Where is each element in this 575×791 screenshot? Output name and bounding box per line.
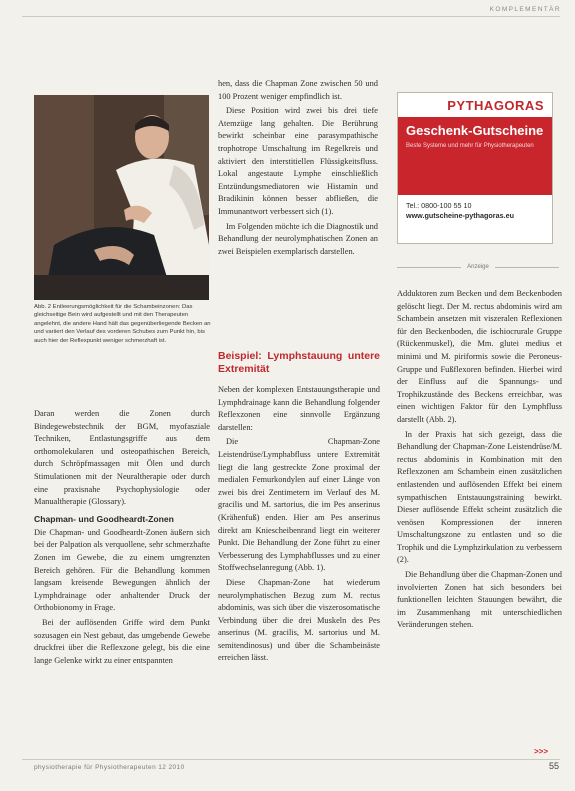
col3-paragraph-1: Adduktoren zum Becken und dem Beckenboden gelöscht liegt. Der M. rectus abdominis wird am Schambein ansetzen mit viszeralen Reflexionen für den Beckenboden, die ischiocrurale Gruppe (Rückenmuskel), die Mm. glutei medius et minimi und M. piriformis sowie die Peroneus-Gruppe und Fußflexoren befinden. Hierbei wird der Einfluss auf die Spannungs- und Trophikzustände des Beckens erreichbar, was einen wichtigen Faktor für den Lymphfluss darstellt (Abb. 2). bbox=[397, 289, 562, 424]
col1-paragraph-1: Daran werden die Zonen durch Bindegewebstechnik der BGM, myofasziale Techniken, Entlastungsgriffe aus dem orthomolekularen und osteopathischen Bereich, durch Schröpfmassagen mit Ölen und durch Stimulationen mit der Neuraltherapie oder durch eine praxisnahe Psychophysiologie oder Manualtherapie (Glossary). bbox=[34, 409, 210, 507]
col2b-paragraph-3: Diese Chapman-Zone hat wiederum neurolymphatischen Bezug zum M. rectus abdominis, was sich über die viszerosomatische Verbindung über die drei Muskeln des Pes anserinus (M. gracilis, M. sartorius und M. semitendinosus) und über die Schambeinäste erreichen lässt. bbox=[218, 577, 380, 663]
ad-subtitle: Beste Systeme und mehr für Physiotherapeuten bbox=[406, 143, 534, 149]
col2-paragraph-1: hen, dass die Chapman Zone zwischen 50 und 100 Prozent weniger empfindlich ist. bbox=[218, 79, 378, 101]
photo-caption: Abb. 2 Entleerungsmöglichkeit für die Schambeinzonen: Das gleichseitige Bein wird aufgestellt und mit den Therapeuten angelehnt, die andere Hand hält das gegenüberliegende Becken an und variiert den Verlauf des vorderen Schubes zum Punkt hin, bis auch hier der Reflexpunkt weniger schmerzhaft ist. bbox=[34, 304, 211, 344]
advertisement-box[interactable] bbox=[397, 92, 553, 244]
col2-paragraph-2: Diese Position wird zwei bis drei tiefe Atemzüge lang gehalten. Die Berührung bewirkt scheinbar eine parasympathische trophotrope Umschaltung im Regelkreis und aktiviert den interstitiellen Flüssigkeitsfluss. Lokal angestaute Lymphe einschließlich Entzündungsmediatoren wie Histamin und Bradikinin können besser abfließen, die Immunantwort verbessert sich (1). bbox=[218, 106, 378, 216]
ad-website-link[interactable]: www.gutscheine-pythagoras.eu bbox=[406, 211, 514, 220]
col3-paragraph-3: Die Behandlung über die Chapman-Zonen und involvierten Zonen hat sich besonders bei funktionellen leichten Stauungen bewährt, die im Zusammenhang mit unterschiedlichen Veränderungen stehen. bbox=[397, 570, 562, 630]
therapy-photo bbox=[34, 95, 209, 300]
section-heading-lymphstauung: Beispiel: Lymphstauung untere Extremität bbox=[218, 350, 380, 375]
ad-red-panel bbox=[398, 117, 552, 195]
col2b-paragraph-1: Neben der komplexen Entstauungstherapie und Lymphdrainage kann die Behandlung folgender Reflexzonen eine sinnvolle Ergänzung darstellen: bbox=[218, 385, 380, 432]
column-3 bbox=[397, 288, 562, 634]
column-1 bbox=[34, 408, 210, 669]
ad-logo-text: PYTHAGORAS bbox=[447, 98, 544, 113]
col2b-paragraph-2: Die Chapman-Zone Leistendrüse/Lymphabfluss untere Extremität liegt die lang gestreckte Zone proximal der medialen Femurkondylen auf einer Länge von zwei bis drei Zentimetern im Verlauf des M. gracilis und M. sartorius, die im Pes anserinus (Krähenfuß) enden. Hier am Pes anserinus direkt am Kniescheibenrand liegt ein weiterer Punkt. Die Behandlung der Zone führt zu einer Verbesserung des Lymphabflusses und zu einer Stoffwechselanregung (Abb. 1). bbox=[218, 437, 380, 573]
ad-contact bbox=[398, 195, 552, 227]
ad-phone[interactable]: Tel.: 0800-100 55 10 bbox=[406, 201, 472, 210]
ad-label-rule-right bbox=[495, 267, 559, 268]
therapy-photo-illustration bbox=[34, 95, 209, 300]
footer-journal: physiotherapie für Physiotherapeuten 12 2010 bbox=[34, 764, 185, 771]
continue-marker: >>> bbox=[534, 747, 549, 756]
col1-paragraph-3: Bei der auflösenden Griffe wird dem Punkt sozusagen ein Nest gebaut, das umgebende Gewebe druckfrei über die Reflexzone gelegt, bis die eine lange Gelenke wirkt zu einer entspannten bbox=[34, 617, 210, 665]
footer-divider bbox=[22, 759, 560, 760]
section-label: KOMPLEMENTÄR bbox=[489, 6, 561, 13]
col1-paragraph-2: Die Chapman- und Goodheardt-Zonen äußern sich bei der Palpation als verquollene, sehr schmerzhafte Zonen im Gewebe, die zu einem umgrenzten Bereich gehören. Für die Behandlung kommen langsam kreisende Bewegungen ähnlich der Lymphdrainage oder anhaltender Druck der Orthobionomy in Frage. bbox=[34, 527, 210, 613]
ad-label-rule-left bbox=[397, 267, 461, 268]
col2-paragraph-3: Im Folgenden möchte ich die Diagnostik und Behandlung der neurolymphatischen Zonen an zwei Beispielen exemplarisch darstellen. bbox=[218, 221, 378, 256]
ad-label-row bbox=[397, 264, 559, 270]
col3-paragraph-2: In der Praxis hat sich gezeigt, dass die Behandlung der Chapman-Zone Leistendrüse/M. rectus abdominis in Kombination mit den Reflexzonen am Schambein einen zusätzlichen entlastenden und auflösenden Effekt bei einem sympathischen Entstauungstraining bewirkt. Dieser auflösende Effekt scheint zusätzlich die venösen Kompressionen der inneren Umschaltungszone zu entlasten und so die Trophik und die Lymphzirkulation zu verbessern (2). bbox=[397, 429, 562, 565]
column-2-bottom bbox=[218, 350, 380, 667]
subheading-chapman-goodheardt: Chapman- und Goodheardt-Zonen bbox=[34, 513, 174, 524]
header-divider bbox=[22, 16, 560, 17]
ad-title: Geschenk-Gutscheine bbox=[406, 123, 544, 138]
ad-label: Anzeige bbox=[467, 264, 489, 270]
ad-logo-bar bbox=[398, 93, 552, 117]
page-number: 55 bbox=[548, 761, 559, 771]
column-2-top bbox=[218, 78, 378, 260]
